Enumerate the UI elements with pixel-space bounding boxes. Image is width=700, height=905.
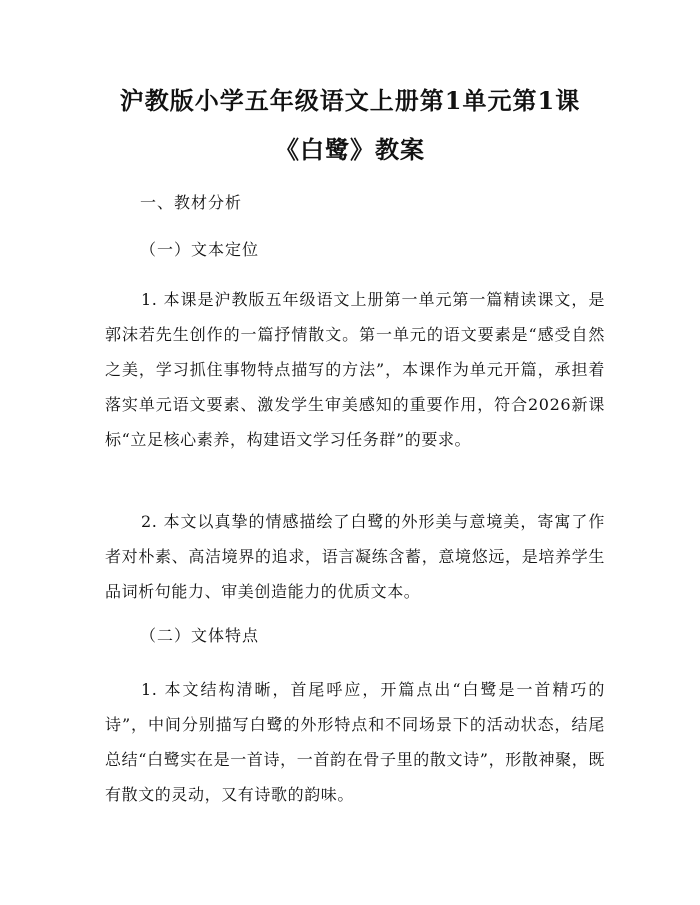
document-title-line-2: 《白鹭》教案 [275,135,425,164]
section-heading-1: 一、教材分析 [140,193,243,212]
subsection-heading-1-2: （二）文体特点 [140,626,260,645]
paragraph-1-1-1: 1. 本课是沪教版五年级语文上册第一单元第一篇精读课文，是郭沫若先生创作的一篇抒情散文。第一单元的语文要素是“感受自然之美，学习抓住事物特点描写的方法”，本课作为单元开篇，承担着落实单元语文要素、激发学生审美感知的重要作用，符合2026新课标“立足核心素养，构建语文学习任务群”的要求。 [105,290,605,449]
paragraph-1-2-1: 1. 本文结构清晰，首尾呼应，开篇点出“白鹭是一首精巧的诗”，中间分别描写白鹭的外形特点和不同场景下的活动状态，结尾总结“白鹭实在是一首诗，一首韵在骨子里的散文诗”，形散神聚，既有散文的灵动，又有诗歌的韵味。 [105,680,605,804]
document-title-line-1: 沪教版小学五年级语文上册第1单元第1课 [119,86,581,115]
subsection-heading-1-1: （一）文本定位 [140,240,260,259]
paragraph-1-1-2: 2. 本文以真挚的情感描绘了白鹭的外形美与意境美，寄寓了作者对朴素、高洁境界的追求，语言凝练含蓄，意境悠远，是培养学生品词析句能力、审美创造能力的优质文本。 [105,512,605,601]
